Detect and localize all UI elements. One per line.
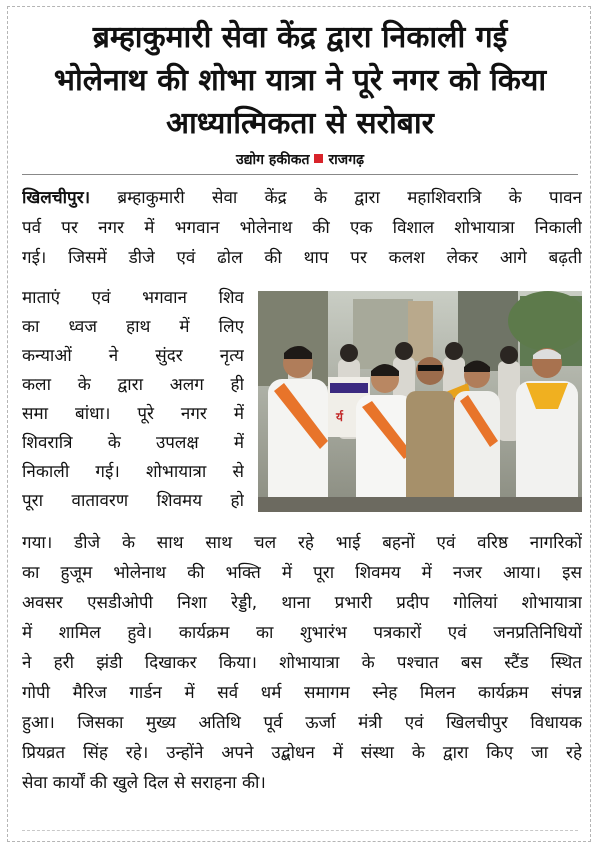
procession-photo-icon bbox=[258, 291, 582, 512]
bottom-divider bbox=[22, 830, 578, 831]
byline bbox=[0, 151, 600, 169]
article-line: समा बांधा। पूरे नगर में bbox=[22, 404, 244, 424]
article-line: अवसर एसडीओपी निशा रेड्डी, थाना प्रभारी प्रदीप गोलियां शोभायात्रा bbox=[22, 593, 582, 613]
article-line: का हुजूम भोलेनाथ की भक्ति में पूरा शिवमय में नजर आया। इस bbox=[22, 563, 582, 583]
article-line: प्रियव्रत सिंह रहे। उन्होंने अपने उद्बोधन में संस्था के द्वारा किए जा रहे bbox=[22, 743, 582, 763]
article-line: में शामिल हुवे। कार्यक्रम का शुभारंभ पत्रकारों एवं जनप्रतिनिधियों bbox=[22, 623, 582, 643]
byline-city: राजगढ़ bbox=[328, 152, 364, 168]
headline-line-2: भोलेनाथ की शोभा यात्रा ने पूरे नगर को किया bbox=[53, 63, 547, 98]
svg-text:र्य: र्य bbox=[336, 410, 343, 424]
dateline: खिलचीपुर। bbox=[22, 188, 91, 208]
article-line: कन्याओं ने सुंदर नृत्य bbox=[22, 346, 244, 366]
article-line: माताएं एवं भगवान शिव bbox=[22, 288, 244, 308]
article-line: खिलचीपुर। ब्रम्हाकुमारी सेवा केंद्र के द्वारा महाशिवरात्रि के पावन bbox=[22, 188, 582, 208]
article-line: शिवरात्रि के उपलक्ष में bbox=[22, 433, 244, 453]
article-line: निकाली गई। शोभायात्रा से bbox=[22, 462, 244, 482]
byline-divider bbox=[22, 174, 578, 175]
article-line: गया। डीजे के साथ साथ चल रहे भाई बहनों एवं वरिष्ठ नागरिकों bbox=[22, 533, 582, 553]
publication-name: उद्योग हकीकत bbox=[236, 152, 310, 168]
article-line: का ध्वज हाथ में लिए bbox=[22, 317, 244, 337]
article-line: कला के द्वारा अलग ही bbox=[22, 375, 244, 395]
article-line: पूरा वातावरण शिवमय हो bbox=[22, 491, 244, 511]
red-square-icon bbox=[314, 154, 323, 163]
article-line: पर्व पर नगर में भगवान भोलेनाथ की एक विशाल शोभायात्रा निकाली bbox=[22, 218, 582, 238]
headline-line-3: आध्यात्मिकता से सरोबार bbox=[166, 106, 434, 141]
headline-line-1: ब्रम्हाकुमारी सेवा केंद्र द्वारा निकाली गई bbox=[92, 20, 508, 55]
article-line: हुआ। जिसका मुख्य अतिथि पूर्व ऊर्जा मंत्री एवं खिलचीपुर विधायक bbox=[22, 713, 582, 733]
article-line: ने हरी झंडी दिखाकर किया। शोभायात्रा के पश्चात बस स्टैंड स्थित bbox=[22, 653, 582, 673]
article-line: गोपी मैरिज गार्डन में सर्व धर्म समागम स्नेह मिलन कार्यक्रम संपन्न bbox=[22, 683, 582, 703]
article-line: गई। जिसमें डीजे एवं ढोल की थाप पर कलश लेकर आगे बढ़ती bbox=[22, 248, 582, 268]
procession-photo bbox=[258, 291, 582, 512]
headline bbox=[12, 16, 588, 145]
article-line: सेवा कार्यों की खुले दिल से सराहना की। bbox=[22, 773, 266, 793]
